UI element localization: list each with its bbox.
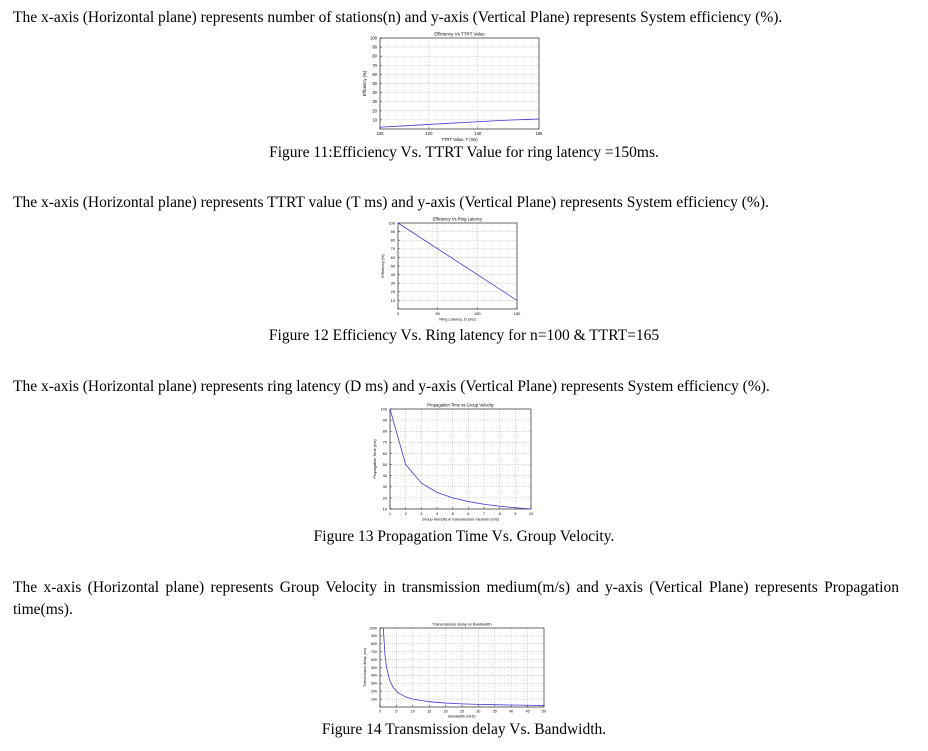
paragraph-1: The x-axis (Horizontal plane) represents number of stations(n) and y-axis (Vertical Plane) represents System efficiency (%). [13,9,783,26]
chart-title: Efficiency Vs Ring Latency [432,216,483,222]
y-tick-label: 100 [371,697,377,702]
chart-efficiency-vs-ttrt [353,30,553,140]
y-axis-label: Efficiency (%) [362,70,367,97]
y-tick-label: 80 [372,53,377,59]
y-tick-label: 40 [390,271,395,277]
x-tick-label: 5 [451,510,454,516]
x-tick-label: 10 [528,510,534,516]
y-tick-label: 70 [382,439,387,445]
x-tick-label: 140 [474,131,482,137]
x-tick-label: 30 [476,709,481,714]
x-tick-label: 8 [498,510,501,516]
y-tick-label: 70 [390,246,395,252]
y-tick-label: 1000 [369,626,377,631]
y-tick-label: 10 [382,506,387,512]
plot-frame [380,38,539,129]
data-series-line [380,119,539,127]
x-tick-label: 20 [443,709,448,714]
y-axis-label: Efficiency (%) [380,254,385,278]
y-tick-label: 20 [372,108,377,114]
chart-title: Propagation Time vs Group Velocity [427,402,494,408]
y-tick-label: 300 [371,681,377,686]
x-axis-label: Group Velocity in transmission medium (m/s) [421,516,500,522]
x-tick-label: 150 [513,310,521,316]
paragraph-4: The x-axis (Horizontal plane) represents Group Velocity in transmission medium(m/s) and y-axis (Vertical Plane) represents Propagation time(ms). [13,579,899,618]
x-tick-label: 35 [492,709,497,714]
x-tick-label: 50 [435,310,440,316]
x-tick-label: 45 [525,709,530,714]
x-axis-label: TTRT Value, T (ms) [441,136,478,142]
y-tick-label: 50 [372,80,377,86]
figure-11-caption: Figure 11:Efficiency Vs. TTRT Value for ring latency =150ms. [269,144,659,161]
y-tick-label: 30 [390,280,395,286]
plot-frame [398,223,517,309]
data-series-line [383,628,544,705]
chart-transmission-delay-vs-bandwidth [358,620,550,717]
x-tick-label: 0 [396,310,400,316]
x-tick-label: 3 [420,510,423,516]
x-tick-label: 6 [467,510,470,516]
y-tick-label: 40 [382,473,387,479]
y-tick-label: 400 [371,673,377,678]
y-tick-label: 900 [371,634,377,639]
chart-title: Efficiency Vs TTRT Value [434,31,485,37]
y-axis-label: Propagation Time (ms) [372,439,377,479]
y-tick-label: 90 [382,417,387,423]
x-tick-label: 100 [376,131,384,137]
plot-frame [390,409,531,509]
y-tick-label: 20 [390,289,395,295]
x-tick-label: 10 [410,709,415,714]
y-tick-label: 600 [371,657,377,662]
paragraph-3: The x-axis (Horizontal plane) represents ring latency (D ms) and y-axis (Vertical Plane) represents System efficiency (%). [13,378,770,395]
x-tick-label: 5 [395,709,398,714]
figure-13-caption: Figure 13 Propagation Time Vs. Group Velocity. [313,528,615,545]
x-tick-label: 165 [535,131,543,137]
y-tick-label: 80 [382,428,387,434]
x-tick-label: 0 [379,709,381,714]
x-axis-label: Bandwidth (GHz) [448,714,476,719]
y-tick-label: 800 [371,642,377,647]
x-axis-label: Ring Latency, D (ms) [439,316,476,322]
data-series-line [398,223,517,300]
y-axis-label: Transmission delay (ms) [363,647,367,688]
x-tick-label: 40 [509,709,514,714]
chart-efficiency-vs-ring-latency [370,215,530,321]
y-tick-label: 90 [372,44,377,50]
y-tick-label: 30 [382,484,387,490]
y-tick-label: 700 [371,649,377,654]
chart-title: Transmission delay vs Bandwidth [432,621,492,627]
x-tick-label: 25 [460,709,464,714]
x-tick-label: 15 [427,709,432,714]
y-tick-label: 60 [372,71,377,77]
y-tick-label: 60 [390,254,395,260]
chart-propagation-time-vs-group-velocity [362,399,542,523]
y-tick-label: 10 [390,297,395,303]
x-tick-label: 4 [435,510,439,516]
paragraph-2: The x-axis (Horizontal plane) represents TTRT value (T ms) and y-axis (Vertical Plane) represents System efficiency (%). [13,194,769,211]
y-tick-label: 70 [372,62,377,68]
x-tick-label: 100 [474,310,481,316]
x-tick-label: 7 [482,510,486,516]
y-tick-label: 60 [382,450,387,456]
y-tick-label: 100 [380,406,387,412]
x-tick-label: 120 [425,131,433,137]
y-tick-label: 500 [371,665,377,670]
y-tick-label: 90 [390,228,395,234]
data-series-line [390,409,531,509]
y-tick-label: 100 [370,35,377,41]
y-tick-label: 40 [372,90,377,96]
y-tick-label: 80 [390,237,395,243]
figure-14-caption: Figure 14 Transmission delay Vs. Bandwidth. [321,721,607,738]
y-tick-label: 20 [382,495,387,501]
figure-12-caption: Figure 12 Efficiency Vs. Ring latency for n=100 & TTRT=165 [268,327,660,344]
x-tick-label: 50 [542,709,546,714]
y-tick-label: 10 [372,117,377,123]
y-tick-label: 50 [382,461,387,467]
y-tick-label: 100 [388,220,395,226]
x-tick-label: 1 [388,510,392,516]
y-tick-label: 50 [390,263,395,269]
x-tick-label: 9 [514,510,517,516]
y-tick-label: 200 [371,689,377,694]
x-tick-label: 2 [404,510,407,516]
y-tick-label: 30 [372,99,377,105]
